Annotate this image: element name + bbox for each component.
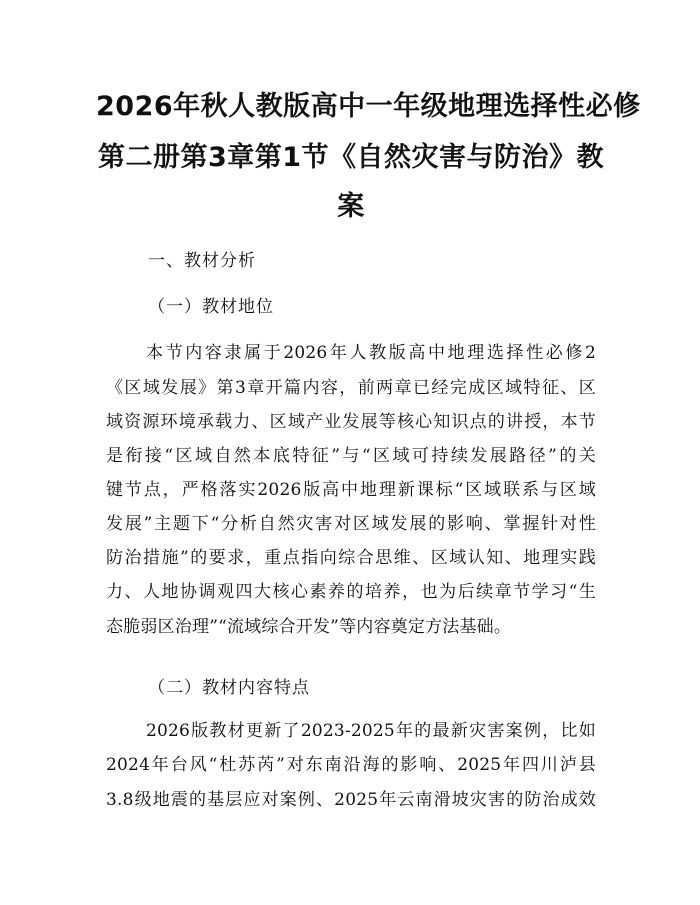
paragraph-line: 键节点，严格落实2026版高中地理新课标“区域联系与区域 [106, 480, 596, 500]
paragraph-line: 防治措施”的要求，重点指向综合思维、区域认知、地理实践 [106, 548, 596, 568]
paragraph-line: 本节内容隶属于2026年人教版高中地理选择性必修2 [146, 343, 596, 363]
paragraph-line: 2026版教材更新了2023-2025年的最新灾害案例，比如 [146, 721, 596, 741]
subsection-heading-content-features: （二）教材内容特点 [148, 678, 310, 698]
paragraph-line: 3.8级地震的基层应对案例、2025年云南滑坡灾害的防治成效 [106, 790, 596, 810]
paragraph-line: 是衔接“区域自然本底特征”与“区域可持续发展路径”的关 [106, 446, 596, 466]
paragraph-line: 域资源环境承载力、区域产业发展等核心知识点的讲授，本节 [106, 412, 596, 432]
document-title-line-1: 2026年秋人教版高中一年级地理选择性必修 [96, 91, 641, 122]
paragraph-line: 2024年台风“杜苏芮”对东南沿海的影响、2025年四川泸县 [106, 755, 596, 775]
document-title-line-2: 第二册第3章第1节《自然灾害与防治》教 [97, 142, 605, 173]
paragraph-line: 发展”主题下“分析自然灾害对区域发展的影响、掌握针对性 [106, 514, 596, 534]
paragraph-line: 力、人地协调观四大核心素养的培养，也为后续章节学习“生 [106, 582, 596, 602]
paragraph-line: 《区域发展》第3章开篇内容，前两章已经完成区域特征、区 [106, 378, 596, 398]
section-heading-textbook-analysis: 一、教材分析 [148, 251, 256, 271]
paragraph-line: 态脆弱区治理”“流域综合开发”等内容奠定方法基础。 [106, 617, 512, 637]
subsection-heading-textbook-position: （一）教材地位 [148, 297, 274, 317]
document-title-line-3: 案 [337, 191, 365, 222]
